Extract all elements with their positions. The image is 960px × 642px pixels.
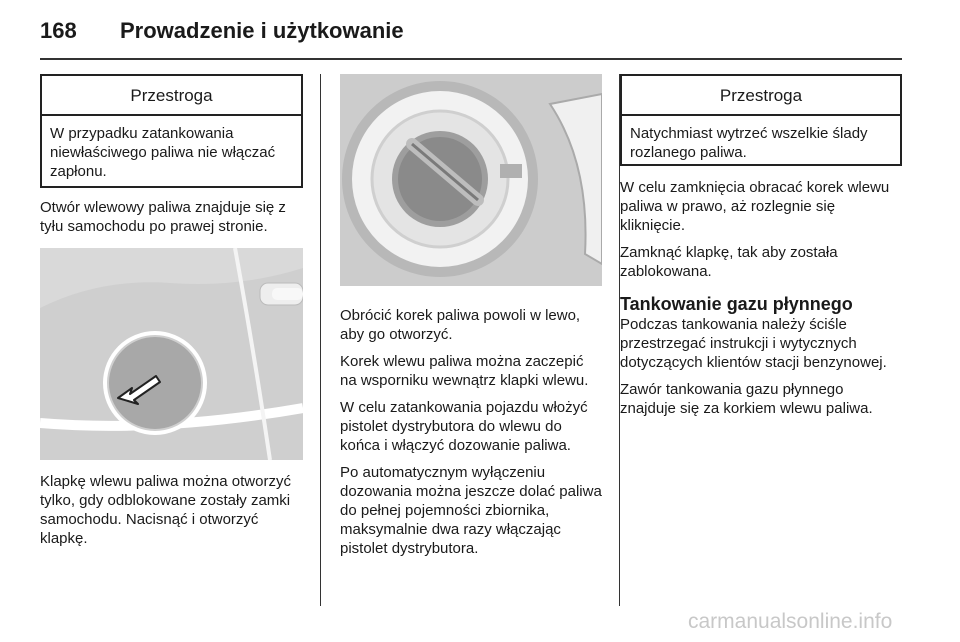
column-divider-1 bbox=[320, 74, 321, 606]
column-2 bbox=[340, 74, 602, 558]
chapter-title: Prowadzenie i użytkowanie bbox=[120, 18, 404, 43]
caution-title: Przestroga bbox=[42, 76, 301, 116]
flap-closing-text: Zamknąć klapkę, tak aby została zablokowana. bbox=[620, 244, 838, 280]
caution-box-2 bbox=[620, 74, 902, 166]
column-3 bbox=[620, 74, 902, 418]
column-1 bbox=[40, 74, 303, 548]
page-header bbox=[40, 10, 900, 60]
lpg-section-heading: Tankowanie gazu płynnego bbox=[620, 294, 853, 314]
fuel-inlet-location-text: Otwór wlewowy paliwa znajduje się z tyłu samochodu po prawej stronie. bbox=[40, 199, 286, 235]
refuelling-text: W celu zatankowania pojazdu włożyć pistolet dystrybutora do wlewu do końca i włączyć dozowanie paliwa. bbox=[340, 399, 588, 454]
caution-title: Przestroga bbox=[622, 76, 900, 116]
fuel-cap-illustration bbox=[340, 74, 602, 286]
fuel-flap-illustration bbox=[40, 248, 303, 460]
watermark: carmanualsonline.info bbox=[688, 610, 893, 633]
flap-opening-text: Klapkę wlewu paliwa można otworzyć tylko, gdy odblokowane zostały zamki samochodu. Nacisnąć i otworzyć klapkę. bbox=[40, 473, 291, 547]
lpg-valve-text: Zawór tankowania gazu płynnego znajduje się za korkiem wlewu paliwa. bbox=[620, 381, 873, 417]
cap-removal-text: Obrócić korek paliwa powoli w lewo, aby go otworzyć. bbox=[340, 307, 581, 343]
header-divider bbox=[40, 58, 902, 60]
page-number: 168 bbox=[40, 18, 77, 43]
cap-closing-text: W celu zamknięcia obracać korek wlewu paliwa w prawo, aż rozlegnie się kliknięcie. bbox=[620, 179, 890, 234]
caution-text: W przypadku zatankowania niewłaściwego paliwa nie włączać zapłonu. bbox=[50, 125, 276, 180]
caution-box-1 bbox=[40, 74, 303, 188]
topping-up-text: Po automatycznym wyłączeniu dozowania można jeszcze dolać paliwa do pełnej pojemności zbiornika, maksymalnie dwa razy włączając pistolet dystrybutora. bbox=[340, 464, 602, 557]
caution-text: Natychmiast wytrzeć wszelkie ślady rozlanego paliwa. bbox=[630, 125, 868, 161]
lpg-instructions-text: Podczas tankowania należy ściśle przestrzegać instrukcji i wytycznych dotyczących klientów stacji benzynowej. bbox=[620, 316, 887, 371]
cap-bracket-text: Korek wlewu paliwa można zaczepić na wsporniku wewnątrz klapki wlewu. bbox=[340, 353, 589, 389]
